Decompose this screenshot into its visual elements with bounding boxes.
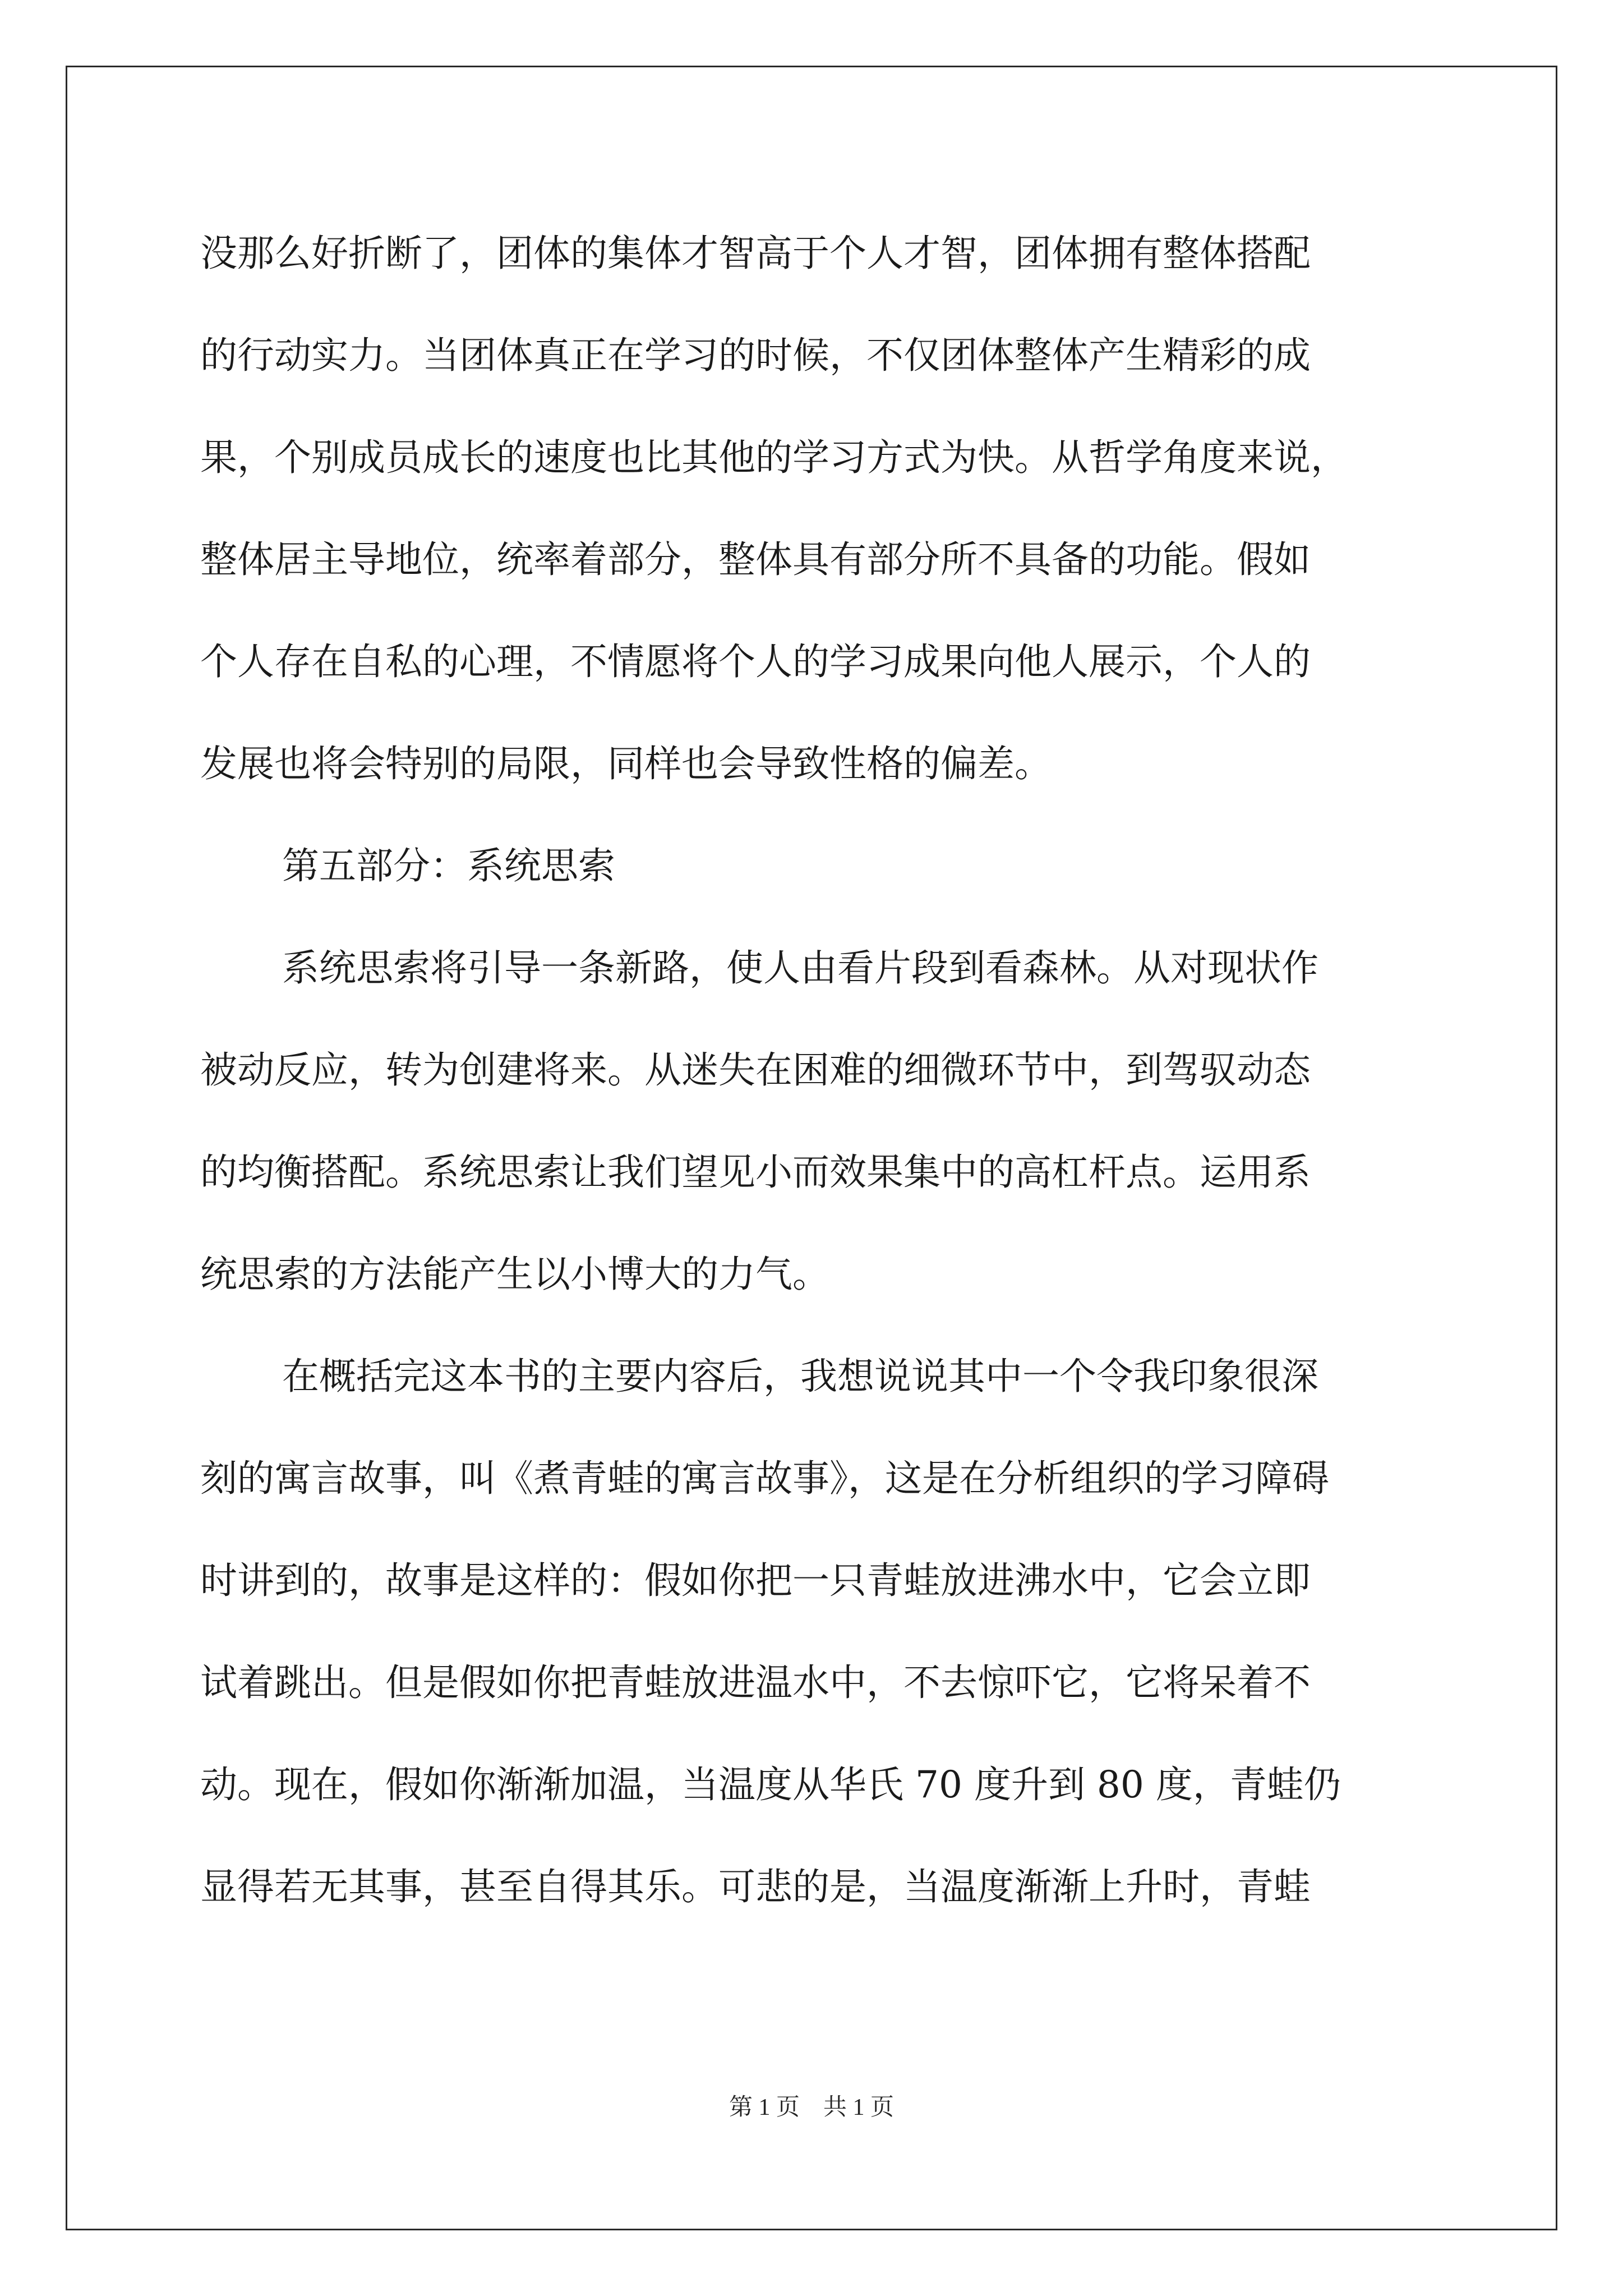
- text-line: 统思索的方法能产生以小博大的力气。: [200, 1253, 829, 1296]
- text-line: 系统思索将引导一条新路，使人由看片段到看森林。从对现状作: [282, 946, 1318, 990]
- text-line: 刻的寓言故事，叫《煮青蛙的寓言故事》，这是在分析组织的学习障碍: [200, 1457, 1329, 1500]
- text-line: 果，个别成员成长的速度也比其他的学习方式为快。从哲学角度来说，: [200, 436, 1348, 479]
- text-line: 个人存在自私的心理，不情愿将个人的学习成果向他人展示，个人的: [200, 640, 1311, 683]
- text-line: 发展也将会特别的局限，同样也会导致性格的偏差。: [200, 742, 1052, 785]
- text-line: 在概括完这本书的主要内容后，我想说说其中一个令我印象很深: [282, 1355, 1318, 1398]
- text-line: 被动反应，转为创建将来。从迷失在困难的细微环节中，到驾驭动态: [200, 1048, 1311, 1092]
- text-line: 动。现在，假如你渐渐加温，当温度从华氏 70 度升到 80 度，青蛙仍: [200, 1763, 1341, 1806]
- text-line: 时讲到的，故事是这样的：假如你把一只青蛙放进沸水中，它会立即: [200, 1559, 1311, 1602]
- page-number-footer: 第 1 页 共 1 页: [728, 2095, 894, 2120]
- text-line: 试着跳出。但是假如你把青蛙放进温水中，不去惊吓它，它将呆着不: [200, 1661, 1311, 1704]
- text-line: 的均衡搭配。系统思索让我们望见小而效果集中的高杠杆点。运用系: [200, 1151, 1311, 1194]
- text-line: 显得若无其事，甚至自得其乐。可悲的是，当温度渐渐上升时，青蛙: [200, 1865, 1311, 1908]
- text-line: 没那么好折断了，团体的集体才智高于个人才智，团体拥有整体搭配: [200, 232, 1311, 275]
- text-line: 的行动实力。当团体真正在学习的时候，不仅团体整体产生精彩的成: [200, 334, 1311, 377]
- section-heading: 第五部分：系统思索: [282, 844, 615, 887]
- text-line: 整体居主导地位，统率着部分，整体具有部分所不具备的功能。假如: [200, 538, 1311, 581]
